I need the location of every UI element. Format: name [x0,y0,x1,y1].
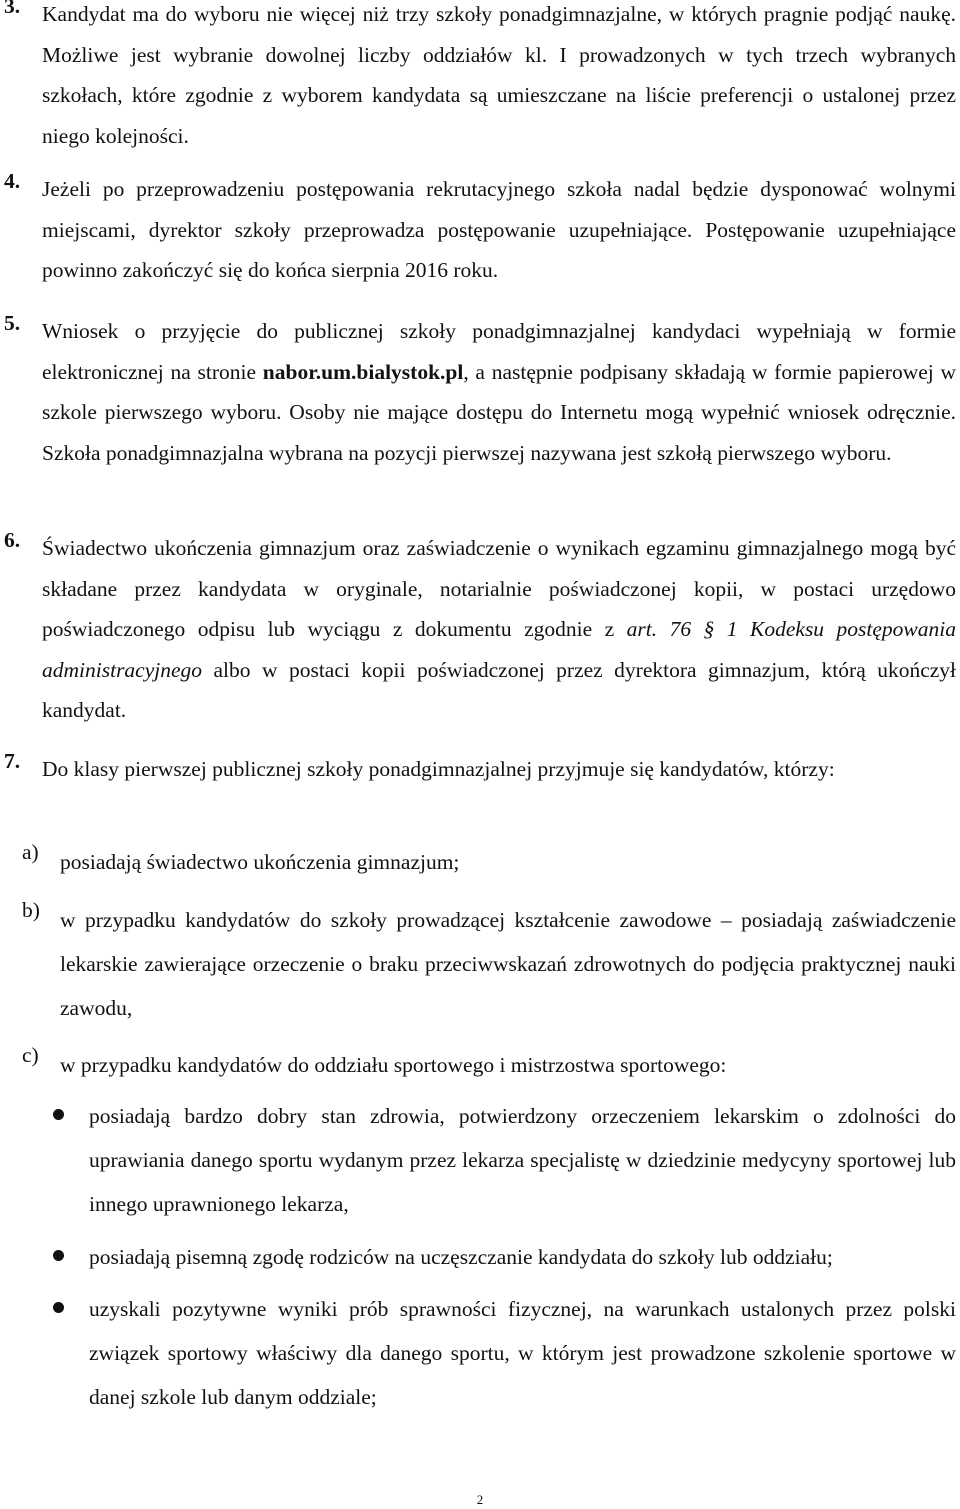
legal-reference: art. 76 § 1 Kodeksu postępowania administracyjnego [42,617,956,682]
page-number: 2 [476,1492,484,1507]
bullet-icon [53,1302,64,1313]
bullet-item [0,1287,958,1419]
bullet-text: uzyskali pozytywne wyniki prób sprawności fizycznej, na warunkach ustalonych przez polski związek sportowy właściwy dla danego sportu, w którym jest prowadzone szkolenie sportowe w danej szkole lub danym oddziale; [89,1297,956,1409]
bullet-text: posiadają pisemną zgodę rodziców na uczęszczanie kandydata do szkoły lub oddziału; [89,1245,833,1269]
sub-item-c [0,1043,958,1087]
list-item-7 [0,749,958,790]
item-text: Jeżeli po przeprowadzeniu postępowania rekrutacyjnego szkoła nadal będzie dysponować wolnymi miejscami, dyrektor szkoły przeprowadza postępowanie uzupełniające. Postępowanie uzupełniające powinno zakończyć się do końca sierpnia 2016 roku. [42,177,956,283]
item-text: Kandydat ma do wyboru nie więcej niż trzy szkoły ponadgimnazjalne, w których pragnie podjąć naukę. Możliwe jest wybranie dowolnej liczby oddziałów kl. I prowadzonych w tych trzech wybranych szkołach, które zgodnie z wyborem kandydata są umieszczane na liście preferencji o ustalonej przez niego kolejności. [42,2,956,148]
item-number: 3. [4,0,21,18]
item-text-part: Świadectwo ukończenia gimnazjum oraz zaświadczenie o wynikach egzaminu gimnazjalnego mogą być składane przez kandydata w oryginale, notarialnie poświadczonej kopii, w postaci urzędowo poświadczonego odpisu lub wyciągu z dokumentu zgodnie z [42,536,956,642]
item-number: 5. [4,311,21,335]
list-item-6 [0,528,958,731]
bullet-icon [53,1250,64,1261]
item-number: 7. [4,749,21,773]
sub-item-letter: a) [22,840,39,864]
item-number: 6. [4,528,21,552]
list-item-5 [0,311,958,473]
sub-item-b [0,898,958,1030]
item-text-part: Wniosek o przyjęcie do publicznej szkoły ponadgimnazjalnej kandydaci wypełniają w formie elektronicznej na stronie [42,319,956,384]
bullet-item [0,1235,958,1279]
sub-item-text: w przypadku kandydatów do oddziału sportowego i mistrzostwa sportowego: [60,1053,727,1077]
sub-item-letter: c) [22,1043,39,1067]
sub-item-text: posiadają świadectwo ukończenia gimnazjum; [60,850,460,874]
sub-item-text: w przypadku kandydatów do szkoły prowadzącej kształcenie zawodowe – posiadają zaświadczenie lekarskie zawierające orzeczenie o braku przeciwwskazań zdrowotnych do podjęcia praktycznej nauki zawodu, [60,908,956,1020]
item-text-part: albo w postaci kopii poświadczonej przez dyrektora gimnazjum, którą ukończył kandydat. [42,657,956,723]
bullet-text: posiadają bardzo dobry stan zdrowia, potwierdzony orzeczeniem lekarskim o zdolności do uprawiania danego sportu wydanym przez lekarza specjalistę w dziedzinie medycyny sportowej lub innego uprawnionego lekarza, [89,1104,956,1216]
sub-item-letter: b) [22,898,40,922]
list-item-3 [0,0,958,156]
bullet-icon [53,1109,64,1120]
item-number: 4. [4,169,21,193]
item-text-part: , a następnie podpisany składają w formie papierowej w szkole pierwszego wyboru. Osoby nie mające dostępu do Internetu mogą wypełnić wniosek odręcznie. Szkoła ponadgimnazjalna wybrana na pozycji pierwszej nazywana jest szkołą pierwszego wyboru. [42,359,956,465]
item-text [42,528,956,731]
item-text [42,311,956,473]
bullet-item [0,1094,958,1226]
website-link: nabor.um.bialystok.pl [262,359,464,384]
list-item-4 [0,169,958,291]
item-text: Do klasy pierwszej publicznej szkoły ponadgimnazjalnej przyjmuje się kandydatów, którzy: [42,757,835,781]
sub-item-a [0,840,958,884]
